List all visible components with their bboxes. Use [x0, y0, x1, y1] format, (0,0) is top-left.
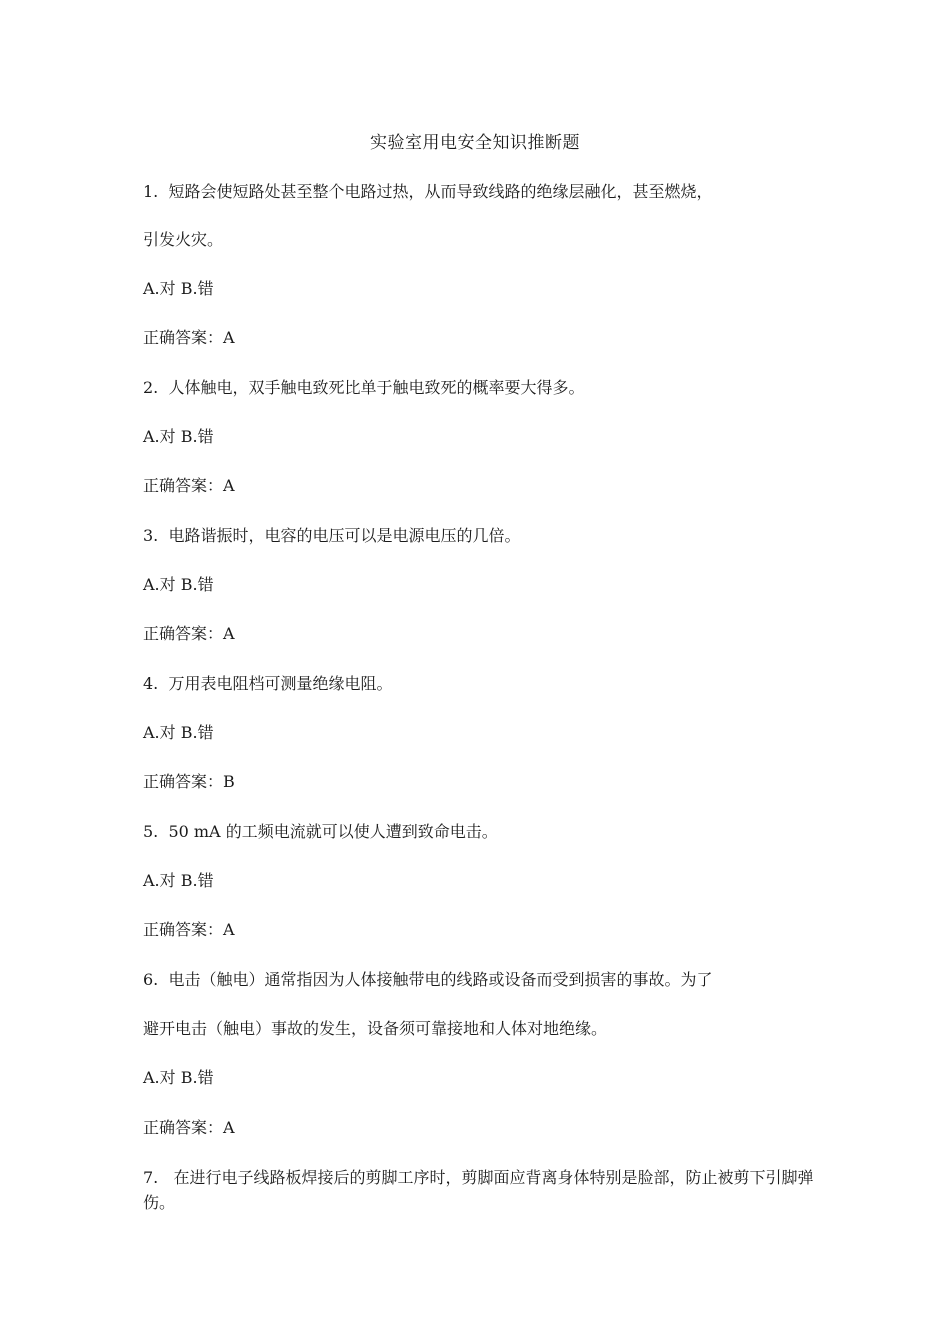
- question-6-line-1: [143, 968, 823, 992]
- question-1-options: A.对 B.错: [143, 279, 214, 298]
- question-2-options: A.对 B.错: [143, 427, 214, 446]
- question-3-number: 3.: [143, 526, 159, 545]
- question-2-number: 2.: [143, 378, 159, 397]
- question-1-text: 短路会使短路处甚至整个电路过热，从而导致线路的绝缘层融化，甚至燃烧，: [168, 182, 713, 201]
- question-3-options: A.对 B.错: [143, 575, 214, 594]
- question-1-answer: 正确答案：A: [143, 328, 235, 347]
- question-5-number: 5.: [143, 822, 159, 841]
- question-4-number: 4.: [143, 674, 159, 693]
- question-4-answer: 正确答案：B: [143, 772, 235, 791]
- question-3-line-1: [143, 524, 823, 548]
- question-1-number: 1.: [143, 182, 159, 201]
- question-6-text: 电击（触电）通常指因为人体接触带电的线路或设备而受到损害的事故。为了: [168, 970, 713, 989]
- question-7-line-1: [143, 1165, 818, 1215]
- question-3-answer: 正确答案：A: [143, 624, 235, 643]
- question-3-text: 电路谐振时，电容的电压可以是电源电压的几倍。: [168, 526, 521, 545]
- question-4-text: 万用表电阻档可测量绝缘电阻。: [168, 674, 393, 693]
- question-5-text: 50 mA 的工频电流就可以使人遭到致命电击。: [168, 822, 498, 841]
- question-6-answer: 正确答案：A: [143, 1118, 235, 1137]
- question-7-text: 在进行电子线路板焊接后的剪脚工序时，剪脚面应背离身体特别是脸部，防止被剪下引脚弹伤。: [143, 1168, 814, 1212]
- question-5-answer: 正确答案：A: [143, 920, 235, 939]
- question-5-line-1: [143, 820, 823, 844]
- question-1-line-2: 引发火灾。: [143, 230, 224, 249]
- question-2-text: 人体触电，双手触电致死比单于触电致死的概率要大得多。: [168, 378, 585, 397]
- question-1-line-1: [143, 180, 823, 204]
- question-2-line-1: [143, 376, 823, 400]
- document-title: 实验室用电安全知识推断题: [370, 133, 580, 153]
- question-5-options: A.对 B.错: [143, 871, 214, 890]
- question-4-options: A.对 B.错: [143, 723, 214, 742]
- question-7-number: 7.: [143, 1168, 159, 1187]
- question-6-line-2: 避开电击（触电）事故的发生，设备须可靠接地和人体对地绝缘。: [143, 1019, 608, 1038]
- question-2-answer: 正确答案：A: [143, 476, 235, 495]
- question-6-number: 6.: [143, 970, 159, 989]
- question-4-line-1: [143, 672, 823, 696]
- question-6-options: A.对 B.错: [143, 1068, 214, 1087]
